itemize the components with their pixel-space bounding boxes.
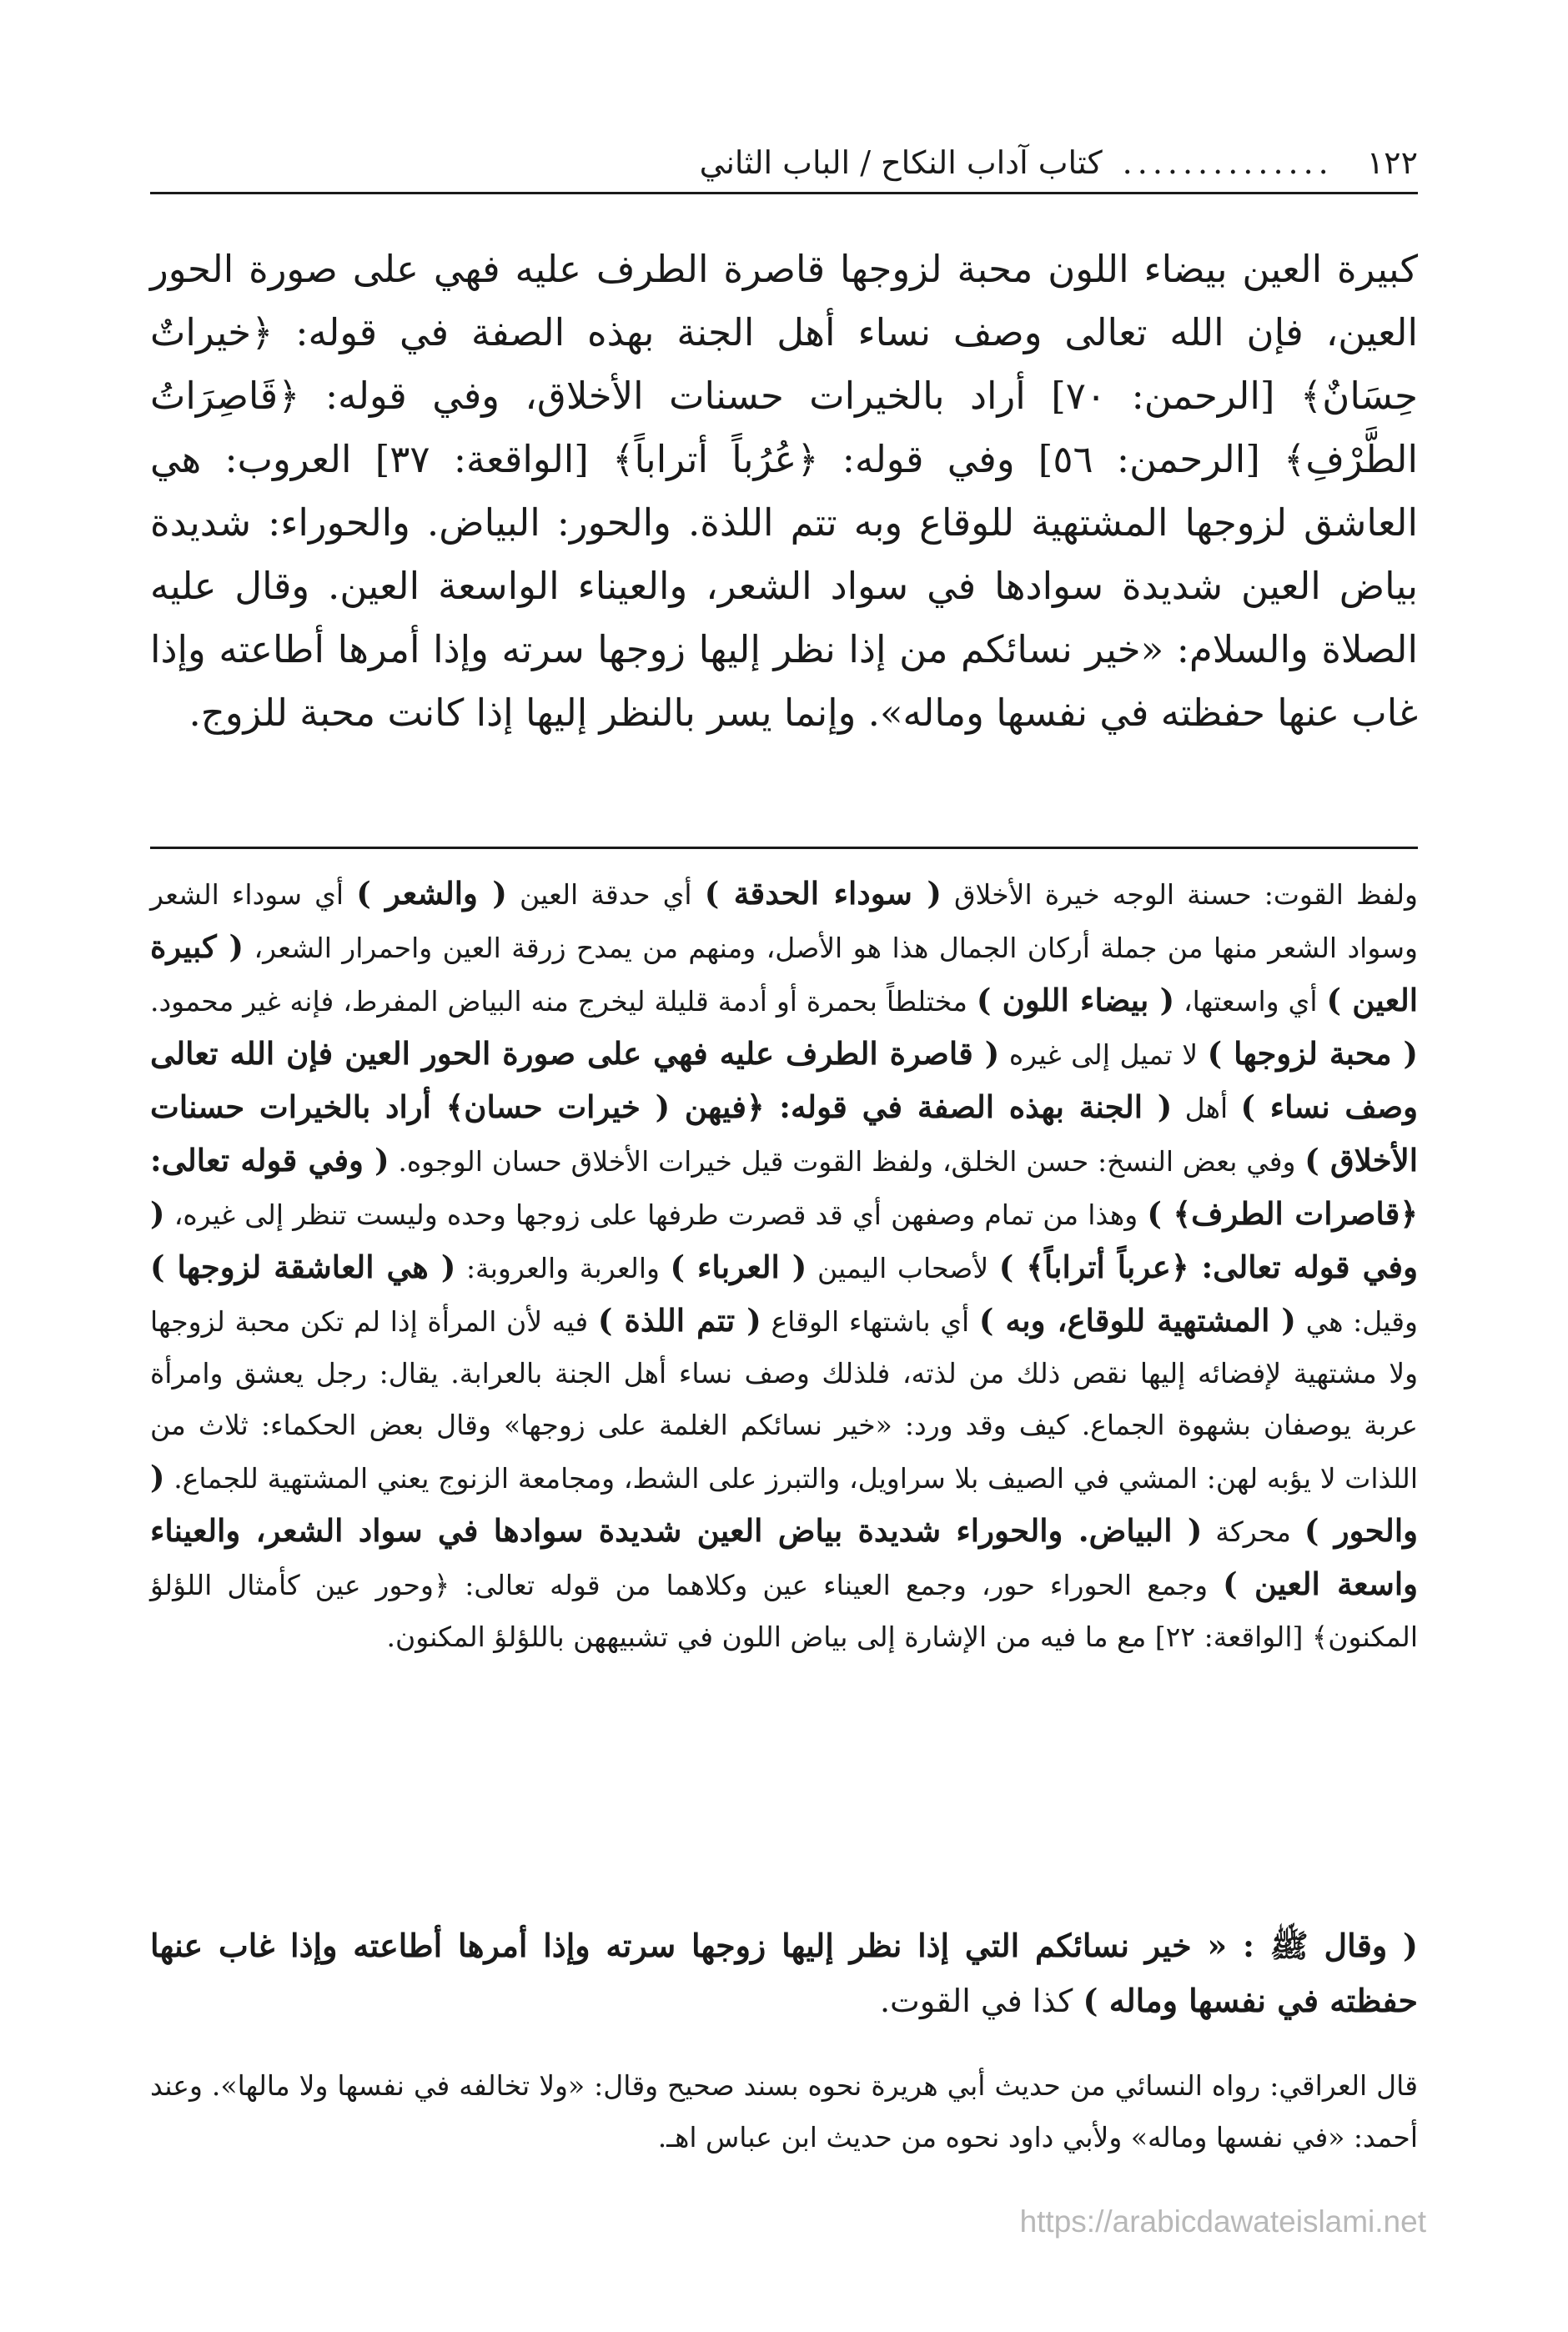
running-header — [150, 133, 1418, 194]
commentary-lemma: ( بيضاء اللون ) — [976, 982, 1175, 1018]
commentary-text: أي واسعتها، — [1184, 985, 1318, 1018]
iraqi-takhrij — [150, 2060, 1418, 2164]
commentary-text: أهل — [1184, 1092, 1229, 1124]
commentary-lemma: ( والحور ) — [150, 1459, 1418, 1549]
main-text — [150, 238, 1418, 745]
commentary-text: والعربة والعروبة: — [465, 1252, 660, 1284]
commentary-text: مختلطاً بحمرة أو أدمة قليلة ليخرج منه البياض المفرط، فإنه غير محمود. — [150, 985, 967, 1018]
hadith-source: كذا في القوت. — [879, 1983, 1073, 2019]
watermark-url: https://arabicdawateislami.net — [1019, 2204, 1426, 2239]
commentary-text: أي سوداء الشعر وسواد الشعر منها من جملة أركان الجمال هذا هو الأصل، ومنهم من يمدح زرقة العين واحمرار الشعر، — [150, 878, 1418, 964]
footnote-divider — [150, 847, 1418, 849]
commentary-lemma: ( كبيرة العين ) — [150, 928, 1419, 1018]
commentary-lemma: ( محبة لزوجها ) — [1207, 1035, 1419, 1072]
header-dots: .............. — [1122, 144, 1334, 181]
commentary-lemma: ( قاصرة الطرف عليه فهي على صورة الحور العين فإن الله تعالى وصف نساء ) — [150, 1035, 1418, 1125]
commentary-lemma: ( هي العاشقة لزوجها ) — [150, 1249, 456, 1285]
commentary-text: وقيل: هي — [1305, 1305, 1418, 1338]
hadith-lemma: ( وقال ﷺ : « خير نسائكم التي إذا نظر إليها زوجها سرته وإذا أمرها أطاعته وإذا غاب عنها حفظته في نفسها وماله ) — [150, 1927, 1418, 2019]
commentary-text: ولفظ القوت: حسنة الوجه خيرة الأخلاق — [953, 878, 1418, 911]
commentary — [150, 867, 1418, 1663]
commentary-lemma: ( سوداء الحدقة ) — [704, 875, 942, 912]
commentary-text: فيه لأن المرأة إذا لم تكن محبة لزوجها ولا مشتهية لإفضائه إليها نقص ذلك من لذته، فلذلك وصف نساء أهل الجنة بالعرابة. يقال: رجل يعشق وامرأة عربة يوصفان بشهوة الجماع. كيف وقد ورد: «خير نسائكم الغلمة على زوجها» وقال بعض الحكماء: ثلاث من اللذات لا يؤبه لهن: المشي في الصيف بلا سراويل، والتبرز على الشط، ومجامعة الزنوج يعني المشتهية للجماع. — [150, 1305, 1419, 1495]
commentary-text: وفي بعض النسخ: حسن الخلق، ولفظ القوت قيل خيرات الأخلاق حسان الوجوه. — [398, 1145, 1296, 1178]
commentary-lemma: ( العرباء ) — [670, 1249, 807, 1285]
commentary-text: وجمع الحوراء حور، وجمع العيناء عين وكلاهما من قوله تعالى: ﴿وحور عين كأمثال اللؤلؤ المكنون﴾ [الواقعة: ٢٢] مع ما فيه من الإشارة إلى بياض اللون في تشبيههن باللؤلؤ المكنون. — [150, 1569, 1418, 1653]
commentary-lemma: ( وفي قوله تعالى: ﴿قاصرات الطرف﴾ ) — [150, 1142, 1418, 1232]
commentary-lemma: ( البياض. والحوراء شديدة بياض العين شديدة سوادها في سواد الشعر، والعيناء واسعة العين ) — [150, 1512, 1418, 1602]
commentary-lemma: ( والشعر ) — [356, 875, 507, 912]
commentary-text: وهذا من تمام وصفهن أي قد قصرت طرفها على زوجها وحده وليست تنظر إلى غيره، — [173, 1199, 1138, 1231]
chapter-title: كتاب آداب النكاح / الباب الثاني — [699, 144, 1103, 181]
commentary-text: أي باشتهاء الوقاع — [771, 1305, 970, 1338]
commentary-text: لأصحاب اليمين — [817, 1252, 989, 1284]
commentary-text: محركة — [1215, 1515, 1291, 1548]
commentary-paragraph — [150, 867, 1418, 1663]
commentary-lemma: ( الجنة بهذه الصفة في قوله: ﴿فيهن ( خيرات حسان﴾ أراد بالخيرات حسنات الأخلاق ) — [150, 1088, 1418, 1179]
commentary-text: أي حدقة العين — [519, 878, 692, 911]
hadith-paragraph — [150, 1918, 1418, 2028]
commentary-lemma: ( وفي قوله تعالى: ﴿عرباً أتراباً﴾ ) — [150, 1195, 1418, 1285]
hadith-quote — [150, 1918, 1418, 2028]
main-paragraph: كبيرة العين بيضاء اللون محبة لزوجها قاصرة الطرف عليه فهي على صورة الحور العين، فإن الله تعالى وصف نساء أهل الجنة بهذه الصفة في قوله: ﴿خيراتٌ حِسَانٌ﴾ [الرحمن: ٧٠] أراد بالخيرات حسنات الأخلاق، وفي قوله: ﴿قَاصِرَاتُ الطَّرْفِ﴾ [الرحمن: ٥٦] وفي قوله: ﴿عُرُباً أتراباً﴾ [الواقعة: ٣٧] العروب: هي العاشق لزوجها المشتهية للوقاع وبه تتم اللذة. والحور: البياض. والحوراء: شديدة بياض العين شديدة سوادها في سواد الشعر، والعيناء الواسعة العين. وقال عليه الصلاة والسلام: «خير نسائكم من إذا نظر إليها زوجها سرته وإذا أمرها أطاعته وإذا غاب عنها حفظته في نفسها وماله». وإنما يسر بالنظر إليها إذا كانت محبة للزوج. — [150, 247, 1418, 735]
takhrij-paragraph: قال العراقي: رواه النسائي من حديث أبي هريرة نحوه بسند صحيح وقال: «ولا تخالفه في نفسها ولا مالها». وعند أحمد: «في نفسها وماله» ولأبي داود نحوه من حديث ابن عباس اهـ. — [150, 2069, 1418, 2154]
commentary-text: لا تميل إلى غيره — [1008, 1038, 1199, 1071]
commentary-lemma: ( المشتهية للوقاع، وبه ) — [978, 1302, 1296, 1339]
page-number: ١٢٢ — [1366, 144, 1418, 181]
commentary-lemma: ( تتم اللذة ) — [597, 1302, 761, 1339]
